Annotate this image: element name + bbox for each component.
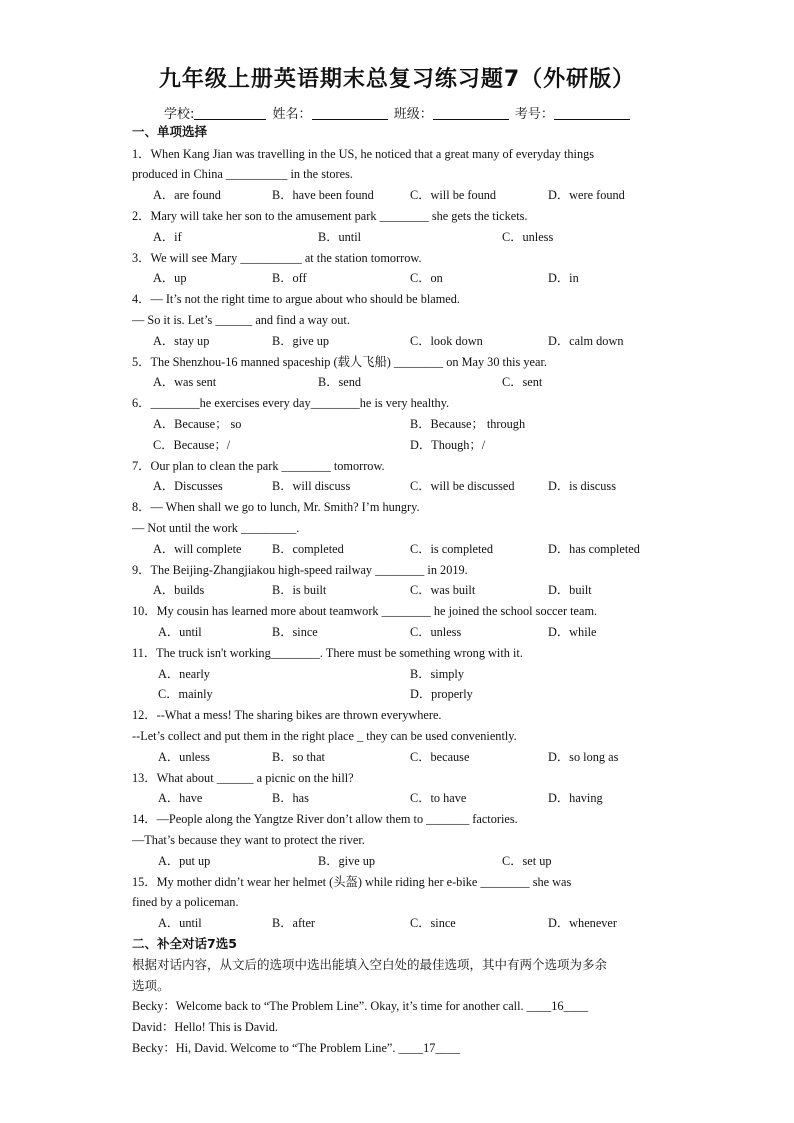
q4-option-c[interactable]: C．look down xyxy=(410,334,483,348)
q4-option-a[interactable]: A．stay up xyxy=(153,334,210,348)
q4-stem: 4．— It’s not the right time to argue about who should be blamed. xyxy=(132,292,460,306)
q9-option-a[interactable]: A．builds xyxy=(153,583,205,597)
class-blank[interactable] xyxy=(433,107,509,120)
q13-option-d[interactable]: D．having xyxy=(548,791,603,805)
q9-stem: 9．The Beijing-Zhangjiakou high-speed railway ________ in 2019. xyxy=(132,563,468,577)
school-blank[interactable] xyxy=(194,107,266,120)
q1-stem-cont: produced in China __________ in the stores. xyxy=(132,167,353,181)
q7-option-c[interactable]: C．will be discussed xyxy=(410,479,515,493)
q8-option-d[interactable]: D．has completed xyxy=(548,542,640,556)
page-title: 九年级上册英语期末总复习练习题7（外研版） xyxy=(158,67,636,92)
number-blank[interactable] xyxy=(554,107,630,120)
q10-stem: 10．My cousin has learned more about teamwork ________ he joined the school soccer team. xyxy=(132,604,598,618)
q11-option-a[interactable]: A．nearly xyxy=(158,667,210,681)
q11-option-d[interactable]: D．properly xyxy=(410,687,473,701)
q14-option-c[interactable]: C．set up xyxy=(502,854,552,868)
q8-option-c[interactable]: C．is completed xyxy=(410,542,493,556)
q10-option-d[interactable]: D．while xyxy=(548,625,597,639)
q3-option-d[interactable]: D．in xyxy=(548,271,579,285)
q9-option-b[interactable]: B．is built xyxy=(272,583,327,597)
dialog-line-1: Becky：Welcome back to “The Problem Line”. Okay, it’s time for another call. ____16____ xyxy=(132,999,589,1013)
q14-option-a[interactable]: A．put up xyxy=(158,854,211,868)
q8-stem-cont: — Not until the work _________. xyxy=(132,521,300,535)
q6-option-d[interactable]: D．Though；/ xyxy=(410,438,486,452)
q7-stem: 7．Our plan to clean the park ________ tomorrow. xyxy=(132,459,385,473)
q11-stem: 11．The truck isn't working________. There must be something wrong with it. xyxy=(132,646,523,660)
class-label: 班级： xyxy=(393,107,433,122)
q3-stem: 3．We will see Mary __________ at the station tomorrow. xyxy=(132,251,422,265)
q15-option-a[interactable]: A．until xyxy=(158,916,202,930)
section-heading-1: 一、单项选择 xyxy=(132,124,208,139)
q13-option-a[interactable]: A．have xyxy=(158,791,203,805)
q12-stem-cont: --Let’s collect and put them in the right place _ they can be used conveniently. xyxy=(132,729,517,743)
q4-stem-cont: — So it is. Let’s ______ and find a way out. xyxy=(132,313,350,327)
q7-option-a[interactable]: A．Discusses xyxy=(153,479,223,493)
section2-instruction: 根据对话内容，从文后的选项中选出能填入空白处的最佳选项，其中有两个选项为多余 xyxy=(132,957,608,972)
q6-option-c[interactable]: C．Because；/ xyxy=(153,438,231,452)
q10-option-a[interactable]: A．until xyxy=(158,625,202,639)
q12-option-d[interactable]: D．so long as xyxy=(548,750,619,764)
q13-option-c[interactable]: C．to have xyxy=(410,791,467,805)
q15-stem: 15．My mother didn’t wear her helmet (头盔) while riding her e-bike ________ she was xyxy=(132,875,572,889)
q15-stem-cont: fined by a policeman. xyxy=(132,895,239,909)
q15-option-c[interactable]: C．since xyxy=(410,916,456,930)
student-info-row xyxy=(164,103,632,122)
q6-stem: 6．________he exercises every day________he is very healthy. xyxy=(132,396,450,410)
q12-stem: 12．--What a mess! The sharing bikes are thrown everywhere. xyxy=(132,708,442,722)
q8-stem: 8．— When shall we go to lunch, Mr. Smith? I’m hungry. xyxy=(132,500,420,514)
name-blank[interactable] xyxy=(312,107,388,120)
q14-stem-cont: —That’s because they want to protect the river. xyxy=(132,833,365,847)
q9-option-d[interactable]: D．built xyxy=(548,583,592,597)
name-label: 姓名： xyxy=(272,107,312,122)
q13-option-b[interactable]: B．has xyxy=(272,791,309,805)
q15-option-d[interactable]: D．whenever xyxy=(548,916,617,930)
q12-option-c[interactable]: C．because xyxy=(410,750,470,764)
dialog-line-3: Becky：Hi, David. Welcome to “The Problem Line”. ____17____ xyxy=(132,1041,460,1055)
dialog-line-2: David：Hello! This is David. xyxy=(132,1020,278,1034)
q8-option-a[interactable]: A．will complete xyxy=(153,542,242,556)
q1-option-c[interactable]: C．will be found xyxy=(410,188,497,202)
section2-instruction-cont: 选项。 xyxy=(132,978,170,993)
q1-option-a[interactable]: A．are found xyxy=(153,188,221,202)
q1-option-d[interactable]: D．were found xyxy=(548,188,625,202)
q6-option-a[interactable]: A．Because； so xyxy=(153,417,242,431)
q12-option-b[interactable]: B．so that xyxy=(272,750,325,764)
q2-option-b[interactable]: B．until xyxy=(318,230,362,244)
q11-option-b[interactable]: B．simply xyxy=(410,667,464,681)
number-label: 考号： xyxy=(514,107,554,122)
q3-option-b[interactable]: B．off xyxy=(272,271,307,285)
q14-stem: 14．—People along the Yangtze River don’t allow them to _______ factories. xyxy=(132,812,518,826)
q1-option-b[interactable]: B．have been found xyxy=(272,188,374,202)
q1-stem: 1．When Kang Jian was travelling in the US, he noticed that a great many of everyday things xyxy=(132,147,595,161)
q13-stem: 13．What about ______ a picnic on the hill? xyxy=(132,771,354,785)
q4-option-d[interactable]: D．calm down xyxy=(548,334,624,348)
q2-option-c[interactable]: C．unless xyxy=(502,230,554,244)
q6-option-b[interactable]: B．Because； through xyxy=(410,417,526,431)
q5-stem: 5．The Shenzhou-16 manned spaceship (载人飞船) ________ on May 30 this year. xyxy=(132,355,547,369)
q9-option-c[interactable]: C．was built xyxy=(410,583,476,597)
q5-option-a[interactable]: A．was sent xyxy=(153,375,217,389)
q10-option-c[interactable]: C．unless xyxy=(410,625,462,639)
q5-option-c[interactable]: C．sent xyxy=(502,375,543,389)
q3-option-c[interactable]: C．on xyxy=(410,271,443,285)
q7-option-b[interactable]: B．will discuss xyxy=(272,479,351,493)
q7-option-d[interactable]: D．is discuss xyxy=(548,479,616,493)
q15-option-b[interactable]: B．after xyxy=(272,916,316,930)
q2-stem: 2．Mary will take her son to the amusement park ________ she gets the tickets. xyxy=(132,209,528,223)
q12-option-a[interactable]: A．unless xyxy=(158,750,210,764)
q5-option-b[interactable]: B．send xyxy=(318,375,362,389)
q10-option-b[interactable]: B．since xyxy=(272,625,318,639)
q4-option-b[interactable]: B．give up xyxy=(272,334,330,348)
q2-option-a[interactable]: A．if xyxy=(153,230,182,244)
q3-option-a[interactable]: A．up xyxy=(153,271,187,285)
q14-option-b[interactable]: B．give up xyxy=(318,854,376,868)
section-heading-2: 二、补全对话7选5 xyxy=(132,936,237,951)
q8-option-b[interactable]: B．completed xyxy=(272,542,344,556)
q11-option-c[interactable]: C．mainly xyxy=(158,687,213,701)
school-label: 学校: xyxy=(164,107,195,122)
